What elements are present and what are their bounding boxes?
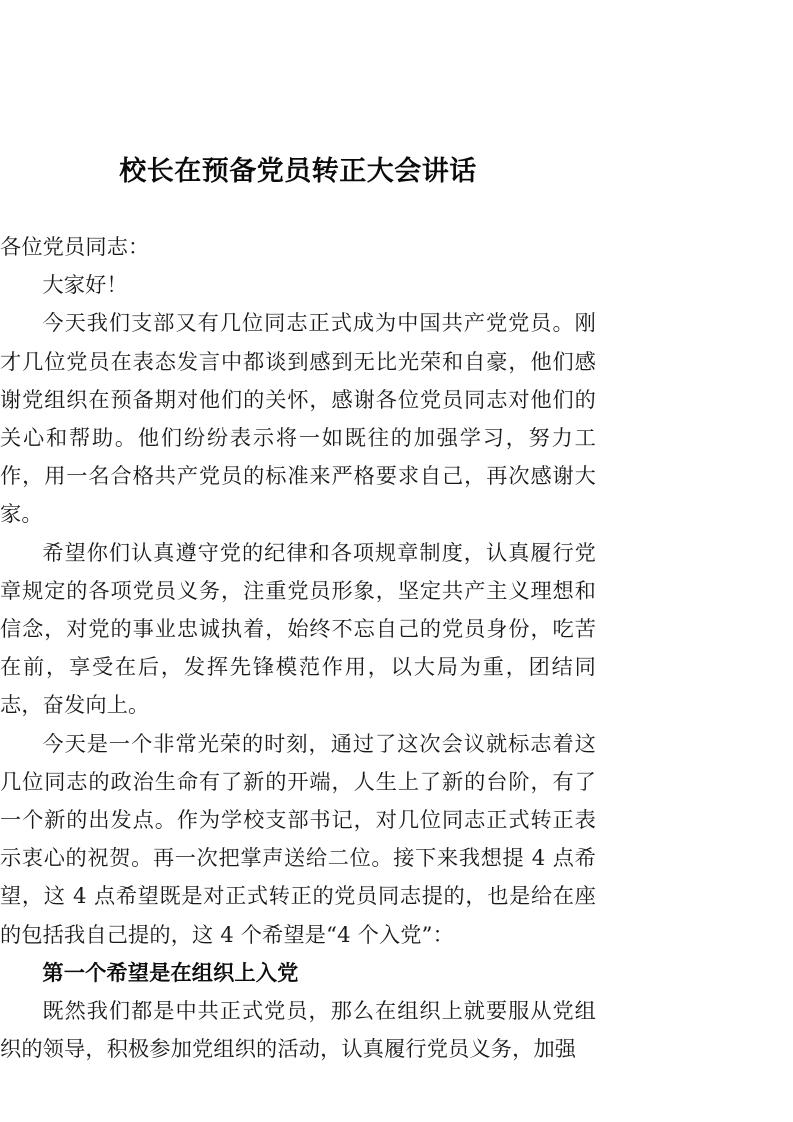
paragraph-greeting: 大家好！ <box>42 272 128 298</box>
paragraph-organizational-membership: 既然我们都是中共正式党员，那么在组织上就要服从党组织的领导，积极参加党组织的活动，认真履行党员义务，加强 <box>0 998 596 1062</box>
paragraph-new-members: 今天我们支部又有几位同志正式成为中国共产党党员。刚才几位党员在表态发言中都谈到感到无比光荣和自豪，他们感谢党组织在预备期对他们的关怀，感谢各位党员同志对他们的关心和帮助。他们纷纷表示将一如既往的加强学习，努力工作，用一名合格共产党员的标准来严格要求自己，再次感谢大家。 <box>0 310 596 527</box>
paragraph-glorious-moment: 今天是一个非常光荣的时刻，通过了这次会议就标志着这几位同志的政治生命有了新的开端，人生上了新的台阶，有了一个新的出发点。作为学校支部书记，对几位同志正式转正表示衷心的祝贺。再一次把掌声送给二位。接下来我想提 4 点希望，这 4 点希望既是对正式转正的党员同志提的，也是给在座的包括我自己提的，这 4 个希望是“4 个入党”： <box>0 730 596 947</box>
page-title: 校长在预备党员转正大会讲话 <box>119 156 477 186</box>
document-body <box>0 228 596 1122</box>
paragraph-expectations: 希望你们认真遵守党的纪律和各项规章制度，认真履行党章规定的各项党员义务，注重党员形象，坚定共产主义理想和信念，对党的事业忠诚执着，始终不忘自己的党员身份，吃苦在前，享受在后，发挥先锋模范作用，以大局为重，团结同志，奋发向上。 <box>0 539 596 718</box>
subheading-first-hope: 第一个希望是在组织上入党 <box>42 959 299 985</box>
salutation-line: 各位党员同志： <box>0 234 150 259</box>
